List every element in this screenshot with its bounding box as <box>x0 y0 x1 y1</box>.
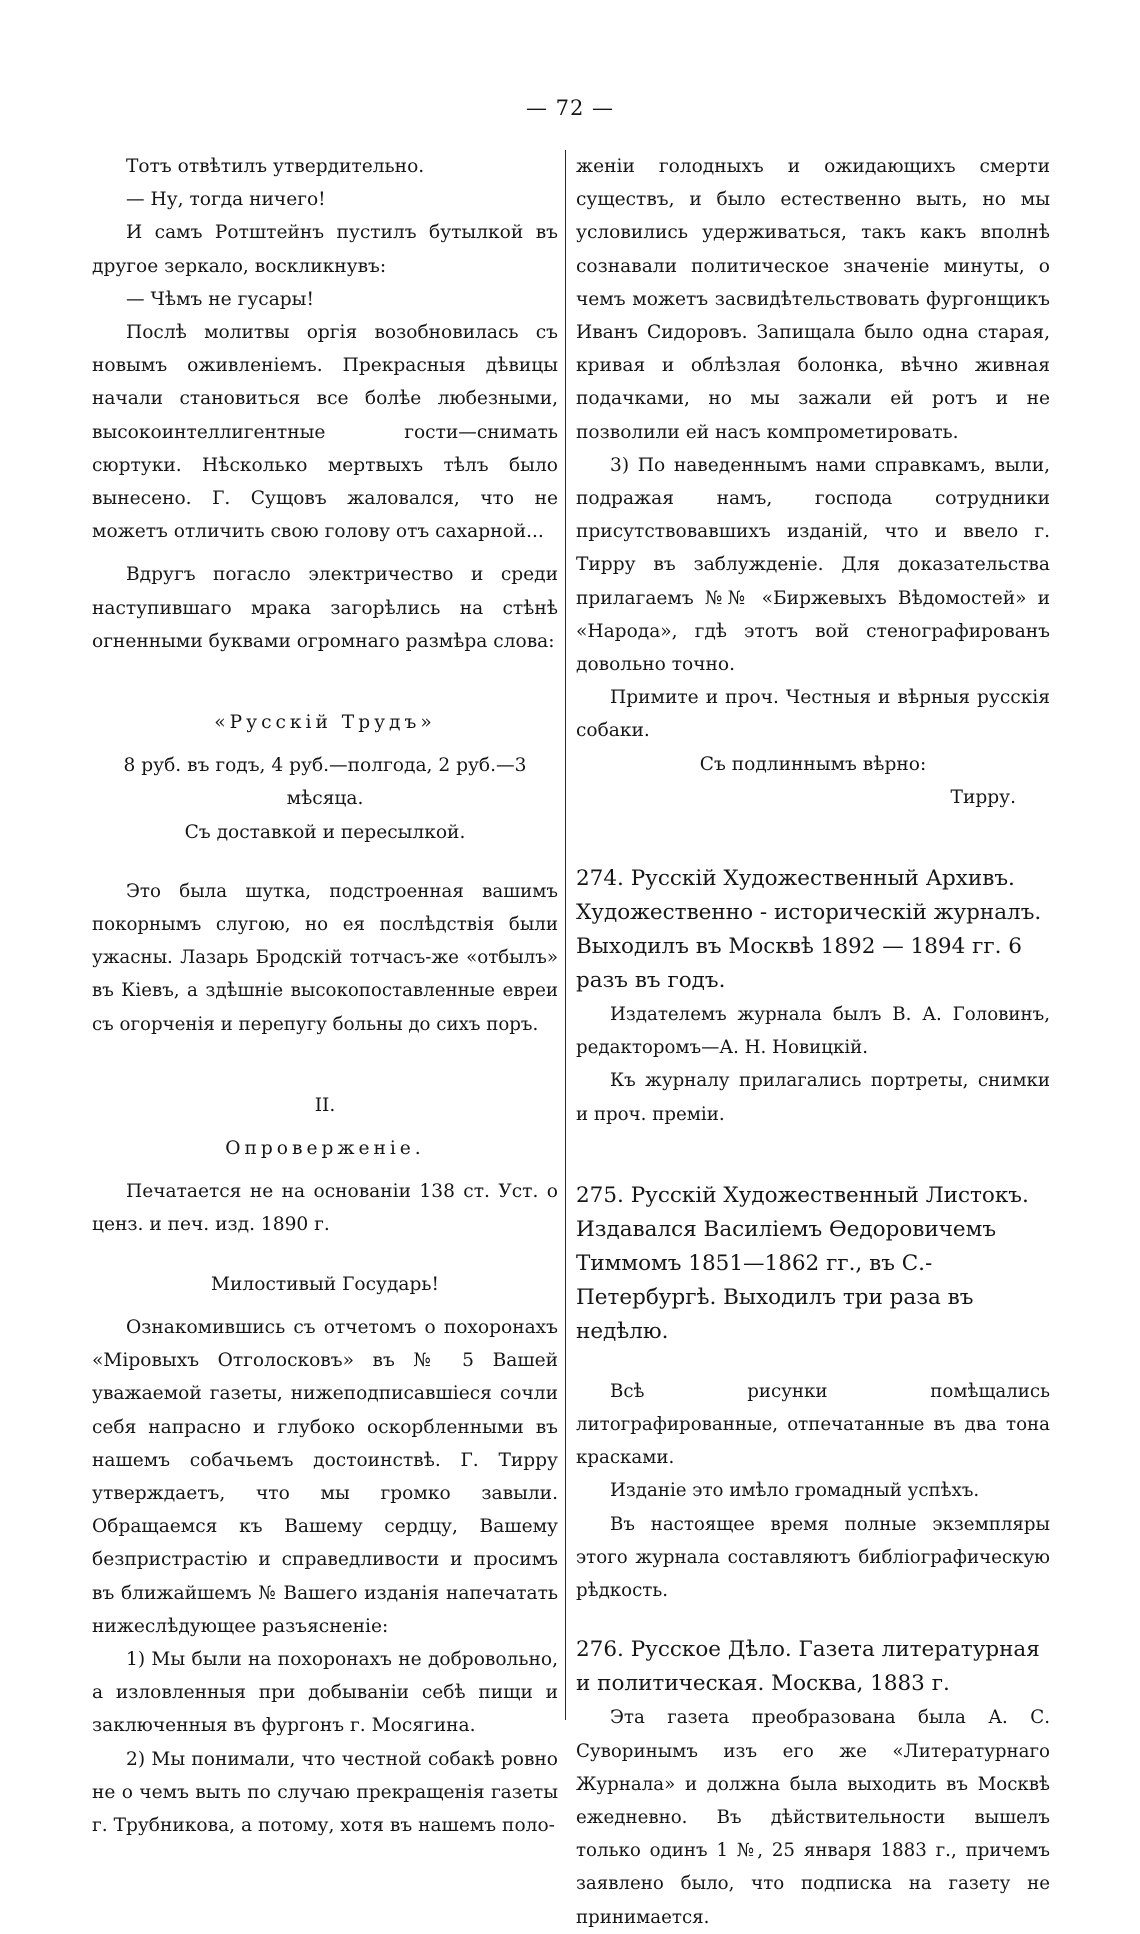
joke-paragraph: Это была шутка, подстроенная вашимъ покорнымъ слугою, но ея послѣдствія были ужасны. Лазарь Бродскій тотчасъ-же «отбылъ» въ Кіевъ, а здѣшніе высокопоставленные евреи съ огорченія и перепугу больны до сихъ поръ. <box>92 880 558 1035</box>
entry-heading: 276. Русское Дѣло. Газета литературная и политическая. Москва, 1883 г. <box>576 1637 1040 1697</box>
entry-paragraph: Изданіе это имѣло громадный успѣхъ. <box>610 1480 980 1502</box>
letter-paragraph: Ознакомившись съ отчетомъ о похоронахъ «Міровыхъ Отголосковъ» въ № 5 Вашей уважаемой газеты, нижеподписавшіеся сочли себя напрасно и глубоко оскорбленными въ нашемъ собачьемъ достоинствѣ. Г. Тирру утверждаетъ, что мы громко завыли. Обращаемся къ Вашему сердцу, Вашему безпристрастію и справедливости и просимъ въ ближайшемъ № Вашего изданія напечатать нижеслѣдующее разъясненіе: <box>92 1316 558 1637</box>
entry-paragraph: Издателемъ журнала былъ В. А. Головинъ, редакторомъ—А. Н. Новицкій. <box>576 1004 1050 1059</box>
letter-point-3: 3) По наведеннымъ нами справкамъ, выли, подражая намъ, господа сотрудники присутствовавшихъ изданій, что и ввело г. Тирру въ заблужденіе. Для доказательства прилагаемъ №№ «Биржевыхъ Вѣдомостей» и «Народа», гдѣ этотъ вой стенографированъ довольно точно. <box>576 454 1050 676</box>
entry-paragraph: Къ журналу прилагались портреты, снимки и проч. преміи. <box>576 1070 1050 1125</box>
entry-heading: 275. Русскій Художественный Листокъ. Издавался Василіемъ Ѳедоровичемъ Тиммомъ 1851—1862 гг., въ С.-Петербургѣ. Выходилъ три раза въ недѣлю. <box>576 1182 1029 1344</box>
letter-paragraph: 1) Мы были на похоронахъ не добровольно, а изловленныя при добываніи себѣ пищи и заключенныя въ фургонъ г. Мосягина. <box>92 1648 558 1737</box>
page-number: — 72 — <box>525 96 615 120</box>
ad-delivery: Съ доставкой и пересылкой. <box>184 821 466 843</box>
certified-copy: Съ подлиннымъ вѣрно: <box>699 753 927 775</box>
section-number: II. <box>314 1094 336 1116</box>
paragraph: — Ну, тогда ничего! <box>126 189 326 211</box>
section-title: Опроверженіе. <box>225 1138 425 1160</box>
paragraph: Послѣ молитвы оргія возобновилась съ новымъ оживленіемъ. Прекрасныя дѣвицы начали становиться все болѣе любезными, высокоинтеллигентные гости—снимать сюртуки. Нѣсколько мертвыхъ тѣлъ было вынесено. Г. Сущовъ жаловался, что не можетъ отличить свою голову отъ сахарной... <box>92 322 558 543</box>
entry-274 <box>576 862 1050 1131</box>
letter-closing: Примите и проч. Честныя и вѣрныя русскія собаки. <box>576 687 1050 742</box>
salutation: Милостивый Государь! <box>211 1273 439 1295</box>
paragraph: Вдругъ погасло электричество и среди наступившаго мрака загорѣлись на стѣнѣ огненными буквами огромнаго размѣра слова: <box>92 564 558 652</box>
paragraph: И самъ Ротштейнъ пустилъ бутылкой въ другое зеркало, воскликнувъ: <box>92 222 558 277</box>
ad-price: 8 руб. въ годъ, 4 руб.—полгода, 2 руб.—3 мѣсяца. <box>123 755 527 810</box>
signature: Тирру. <box>950 786 1016 808</box>
entry-paragraph: Эта газета преобразована была А. С. Суворинымъ изъ его же «Литературнаго Журнала» и должна была выходить въ Москвѣ ежедневно. Въ дѣйствительности вышелъ только одинъ 1 №, 25 января 1883 г., причемъ заявлено было, что подписка на газету не принимается. <box>576 1707 1050 1928</box>
entry-275 <box>576 1179 1050 1607</box>
censor-note: Печатается не на основаніи 138 ст. Уст. о ценз. и печ. изд. 1890 г. <box>92 1181 558 1236</box>
entry-276 <box>576 1633 1050 1933</box>
paragraph: — Чѣмъ не гусары! <box>126 288 314 310</box>
letter-paragraph: 2) Мы понимали, что честной собакѣ ровно не о чемъ выть по случаю прекращенія газеты г. Трубникова, а потому, хотя въ нашемъ поло- <box>92 1748 558 1836</box>
column-divider <box>565 150 566 1720</box>
left-column <box>92 150 558 1842</box>
paragraph: Тотъ отвѣтилъ утвердительно. <box>126 156 425 177</box>
entry-paragraph: Въ настоящее время полные экземпляры этого журнала составляютъ библіографическую рѣдкость. <box>576 1513 1050 1602</box>
right-column <box>576 150 1050 1934</box>
letter-continuation: женіи голодныхъ и ожидающихъ смерти существъ, и было естественно выть, но мы условились удерживаться, такъ какъ вполнѣ сознавали политическое значеніе минуты, о чемъ можетъ засвидѣтельствовать фургонщикъ Иванъ Сидоровъ. Запищала было одна старая, кривая и облѣзлая болонка, вѣчно живная подачками, но мы зажали ей ротъ и не позволили ей насъ компрометировать. <box>576 156 1050 443</box>
entry-paragraph: Всѣ рисунки помѣщались литографированные, отпечатанные въ два тона красками. <box>576 1380 1050 1469</box>
entry-heading: 274. Русскій Художественный Архивъ. Художественно - историческій журналъ. Выходилъ въ Москвѣ 1892 — 1894 гг. 6 разъ въ годъ. <box>576 866 1042 994</box>
ad-title: «Русскій Трудъ» <box>214 712 436 734</box>
